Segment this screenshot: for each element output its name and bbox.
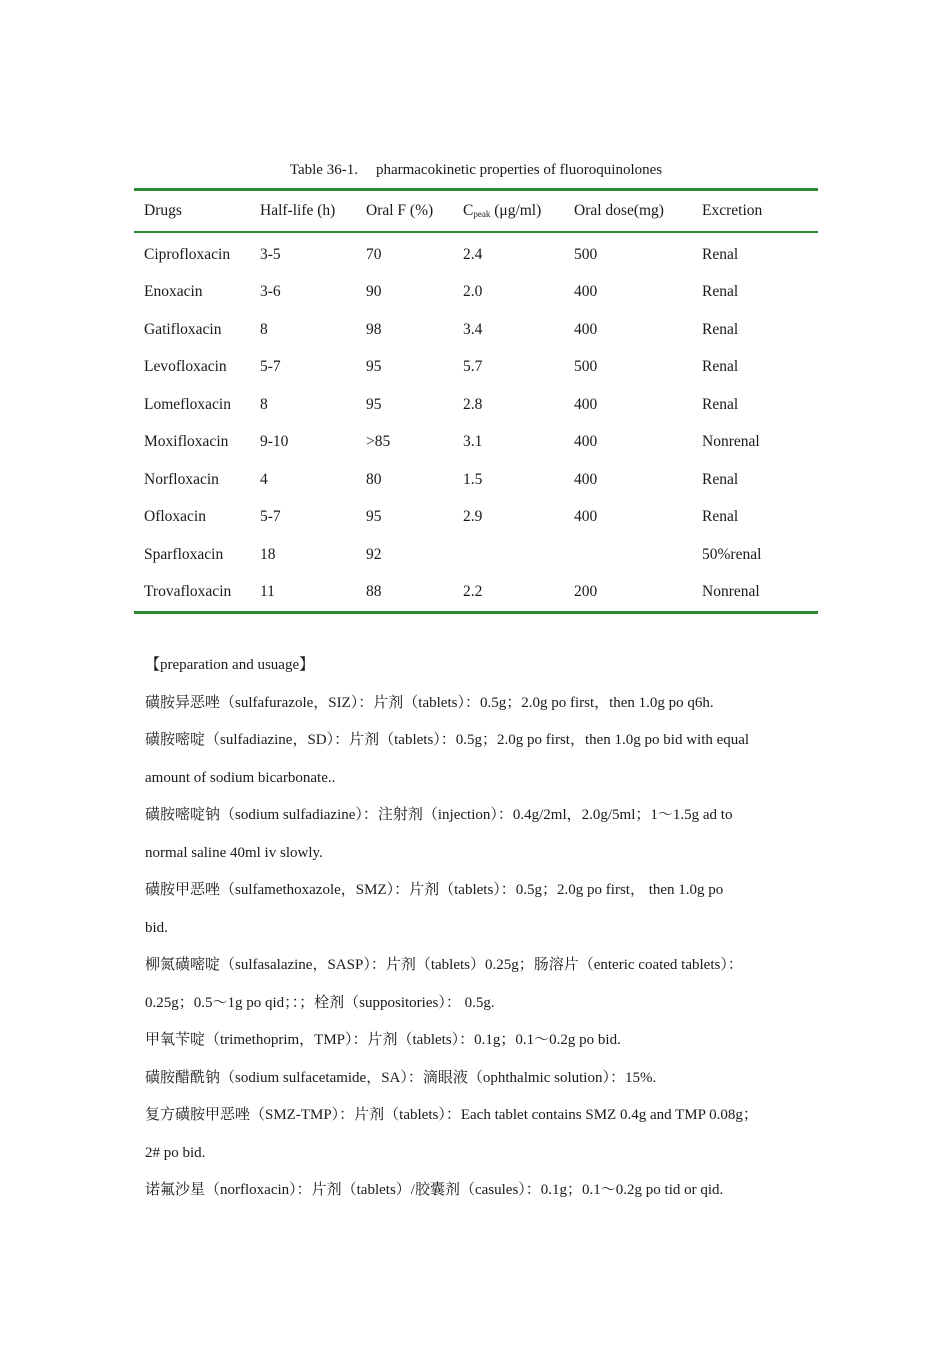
table-row (134, 424, 818, 462)
cpeak-cell: 2.8 (463, 395, 483, 413)
header-cpeak (453, 190, 564, 233)
table-row (134, 232, 818, 274)
drug-name-cell: Enoxacin (144, 283, 203, 301)
drug-name-cell: Moxifloxacin (144, 433, 229, 451)
preparation-heading: 【preparation and usuage】 (145, 657, 315, 673)
excretion-cell: Renal (702, 358, 739, 376)
cpeak-cell: 2.9 (463, 508, 483, 526)
oral-f-cell: 92 (366, 545, 382, 563)
header-excretion: Excretion (692, 190, 818, 233)
header-cpeak-c: C (463, 202, 474, 219)
excretion-cell: 50%renal (702, 545, 762, 563)
preparation-line: 磺胺嘧啶（sulfadiazine，SD）：片剂（tablets）：0.5g；2.0g po first，then 1.0g po bid with equal (145, 732, 750, 748)
cpeak-cell: 1.5 (463, 470, 483, 488)
preparation-line: 磺胺异恶唑（sulfafurazole，SIZ）：片剂（tablets）：0.5g；2.0g po first，then 1.0g po q6h. (145, 694, 714, 711)
table-row (134, 274, 818, 312)
drug-name-cell: Ofloxacin (144, 508, 206, 526)
header-oral-dose: Oral dose(mg) (564, 190, 692, 233)
oral-f-cell: 70 (366, 245, 382, 263)
oral-f-cell: 98 (366, 320, 382, 338)
excretion-cell: Renal (702, 320, 739, 338)
preparation-line: 磺胺醋酰钠（sodium sulfacetamide，SA）：滴眼液（ophthalmic solution）：15%. (145, 1069, 657, 1086)
preparation-section (145, 647, 815, 1210)
preparation-lines (145, 685, 815, 1210)
drug-name-cell: Ciprofloxacin (144, 245, 231, 263)
preparation-line: normal saline 40ml iv slowly. (145, 844, 323, 861)
preparation-line: 复方磺胺甲恶唑（SMZ-TMP）：片剂（tablets）：Each tablet contains SMZ 0.4g and TMP 0.08g； (145, 1107, 758, 1123)
oral-dose-cell: 400 (574, 320, 598, 338)
cpeak-cell: 3.4 (463, 320, 483, 338)
drug-name-cell: Lomefloxacin (144, 395, 231, 413)
table-row (134, 311, 818, 349)
header-cpeak-sub: peak (473, 209, 491, 219)
preparation-line: 柳氮磺嘧啶（sulfasalazine，SASP）：片剂（tablets）0.25g；肠溶片（enteric coated tablets）： (145, 957, 743, 973)
oral-dose-cell: 200 (564, 574, 692, 613)
half-life-cell: 3-5 (260, 245, 281, 263)
cpeak-cell: 2.0 (463, 283, 483, 301)
preparation-line: 0.25g；0.5～1g po qid；：；栓剂（suppositories）： 0.5g. (145, 994, 495, 1011)
excretion-cell: Nonrenal (692, 574, 818, 613)
drug-name-cell: Levofloxacin (144, 358, 227, 376)
preparation-line: 2# po bid. (145, 1144, 206, 1161)
oral-f-cell: 88 (356, 574, 453, 613)
oral-f-cell: 90 (366, 283, 382, 301)
drug-name-cell: Gatifloxacin (144, 320, 222, 338)
cpeak-cell (453, 536, 564, 574)
oral-dose-cell: 500 (574, 358, 598, 376)
half-life-cell: 18 (260, 545, 276, 563)
preparation-line: 甲氧苄啶（trimethoprim，TMP）：片剂（tablets）：0.1g；0.1～0.2g po bid. (145, 1032, 621, 1048)
half-life-cell: 8 (260, 395, 268, 413)
half-life-cell: 9-10 (260, 433, 289, 451)
header-oral-f: Oral F (%) (356, 190, 453, 233)
oral-dose-cell: 400 (574, 283, 598, 301)
table-caption (0, 162, 952, 179)
oral-f-cell: 95 (366, 395, 382, 413)
table-header (134, 190, 818, 233)
oral-dose-cell: 400 (574, 470, 598, 488)
header-cpeak-unit: (μg/ml) (490, 202, 542, 219)
header-drugs: Drugs (134, 190, 250, 233)
oral-dose-cell: 400 (574, 433, 598, 451)
cpeak-cell: 2.2 (453, 574, 564, 613)
header-row (134, 190, 818, 233)
table-number: Table 36-1. (289, 162, 358, 178)
drug-name-cell: Trovafloxacin (134, 574, 250, 613)
cpeak-cell: 3.1 (463, 433, 483, 451)
half-life-cell: 4 (260, 470, 268, 488)
oral-f-cell: 80 (366, 470, 382, 488)
pharmacokinetics-table (134, 188, 818, 614)
preparation-line: bid. (145, 919, 168, 936)
half-life-cell: 3-6 (260, 283, 281, 301)
excretion-cell: Renal (702, 245, 739, 263)
half-life-cell: 5-7 (260, 358, 281, 376)
table-row (134, 461, 818, 499)
drug-name-cell: Norfloxacin (144, 470, 219, 488)
oral-f-cell: >85 (366, 433, 391, 451)
oral-dose-cell: 400 (574, 395, 598, 413)
cpeak-cell: 2.4 (463, 245, 483, 263)
preparation-line: 磺胺嘧啶钠（sodium sulfadiazine）：注射剂（injection）：0.4g/2ml，2.0g/5ml；1～1.5g ad to (145, 807, 733, 823)
table-title: pharmacokinetic properties of fluoroquinolones (375, 162, 663, 178)
table-body (134, 232, 818, 613)
cpeak-cell: 5.7 (463, 358, 483, 376)
oral-dose-cell: 500 (574, 245, 598, 263)
header-half-life: Half-life (h) (250, 190, 356, 233)
table-row (134, 386, 818, 424)
oral-dose-cell: 400 (574, 508, 598, 526)
table-row (134, 499, 818, 537)
oral-f-cell: 95 (366, 358, 382, 376)
preparation-line: 诺氟沙星（norfloxacin）：片剂（tablets）/胶囊剂（casules）：0.1g；0.1～0.2g po tid or qid. (145, 1182, 724, 1198)
table-row (134, 574, 818, 613)
oral-f-cell: 95 (366, 508, 382, 526)
preparation-line: 磺胺甲恶唑（sulfamethoxazole，SMZ）：片剂（tablets）：0.5g；2.0g po first， then 1.0g po (145, 882, 724, 898)
oral-dose-cell (564, 536, 692, 574)
excretion-cell: Renal (702, 470, 739, 488)
excretion-cell: Renal (702, 395, 739, 413)
table-row (134, 349, 818, 387)
half-life-cell: 11 (250, 574, 356, 613)
half-life-cell: 8 (260, 320, 268, 338)
excretion-cell: Nonrenal (702, 433, 760, 451)
excretion-cell: Renal (702, 283, 739, 301)
excretion-cell: Renal (702, 508, 739, 526)
half-life-cell: 5-7 (260, 508, 281, 526)
drug-name-cell: Sparfloxacin (144, 545, 224, 563)
table-row (134, 536, 818, 574)
preparation-line: amount of sodium bicarbonate.. (145, 769, 336, 786)
